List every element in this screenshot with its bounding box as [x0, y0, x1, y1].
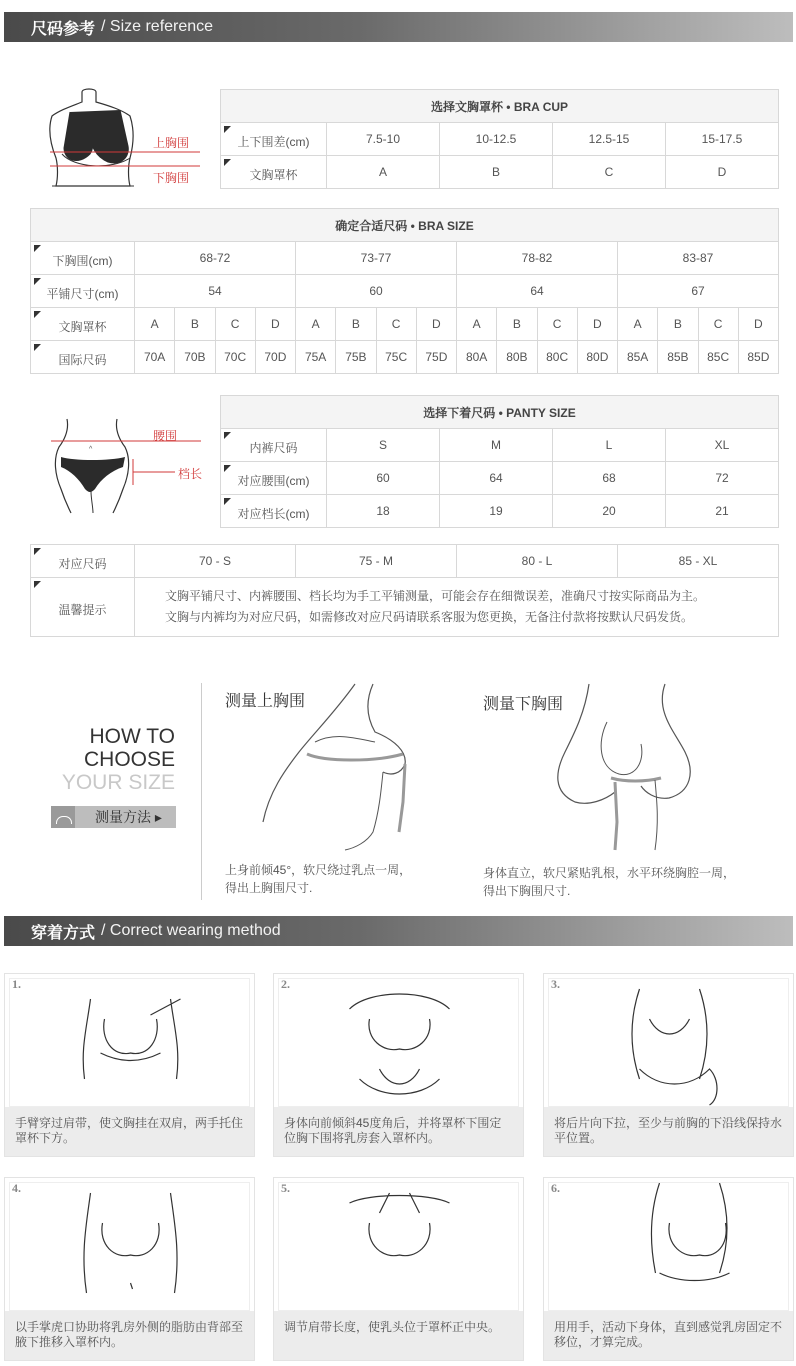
size-reference-title-en: / Size reference [101, 18, 214, 35]
wearing-method-title-cn: 穿着方式 [31, 922, 96, 942]
upper-bust-measure-title: 测量上胸围 [225, 693, 306, 710]
bra-cup-title: 选择文胸罩杯 • BRA CUP [221, 90, 779, 123]
table-cell: 19 [440, 495, 553, 528]
step-number: 6. [551, 1181, 560, 1195]
table-cell: B [440, 156, 553, 189]
intl-size-cell: 75D [416, 341, 456, 374]
table-cell: 20 [553, 495, 666, 528]
table-cell: 73-77 [296, 242, 457, 275]
tape-icon [51, 806, 75, 828]
intl-size-cell: 75C [376, 341, 416, 374]
step-number: 1. [12, 977, 21, 991]
table-cell: 10-12.5 [440, 123, 553, 156]
cup-cell: A [296, 308, 336, 341]
step-caption: 身体向前倾斜45度角后，并将罩杯下围定位胸下围将乳房套入罩杯内。 [274, 1107, 523, 1156]
row-label: 内裤尺码 [221, 429, 327, 462]
table-cell: XL [666, 429, 779, 462]
step-illustration [548, 1182, 789, 1311]
bra-cup-table [220, 89, 779, 189]
crotch-length-label: 档长 [178, 467, 203, 481]
table-row [31, 545, 779, 578]
tip-text [135, 578, 779, 637]
table-cell: M [440, 429, 553, 462]
table-cell: C [553, 156, 666, 189]
match-size-table [30, 544, 779, 637]
intl-size-cell: 75B [336, 341, 376, 374]
table-cell: 7.5-10 [327, 123, 440, 156]
table-cell: 64 [457, 275, 618, 308]
table-row [31, 308, 779, 341]
table-cell: 85 - XL [618, 545, 779, 578]
row-label: 下胸围(cm) [31, 242, 135, 275]
step-illustration [278, 978, 519, 1107]
row-label: 平铺尺寸(cm) [31, 275, 135, 308]
wearing-step-card [273, 973, 524, 1157]
cup-cell: C [376, 308, 416, 341]
desc-line: 得出上胸围尺寸. [225, 881, 313, 895]
step-illustration [9, 1182, 250, 1311]
lower-bust-label: 下胸围 [153, 171, 190, 185]
step-figure [549, 1183, 790, 1310]
tip-line: 文胸平铺尺寸、内裤腰围、档长均为手工平铺测量，可能会存在细微误差，准确尺寸按实际商品为主。 [165, 589, 706, 603]
cup-cell: D [738, 308, 778, 341]
step-figure [279, 979, 520, 1106]
lower-bust-measure-illustration [545, 682, 705, 852]
table-cell: 72 [666, 462, 779, 495]
cup-cell: B [175, 308, 215, 341]
step-caption: 将后片向下拉，至少与前胸的下沿线保持水平位置。 [544, 1107, 793, 1156]
wearing-step-card [543, 1177, 794, 1361]
measure-method-button[interactable] [51, 806, 176, 828]
table-row [31, 578, 779, 637]
divider [201, 683, 202, 900]
wearing-method-title-en: / Correct wearing method [101, 922, 281, 939]
wearing-step-card [4, 1177, 255, 1361]
row-label: 对应腰围(cm) [221, 462, 327, 495]
row-label: 文胸罩杯 [31, 308, 135, 341]
upper-bust-measure-illustration [255, 682, 425, 852]
intl-size-cell: 70A [135, 341, 175, 374]
step-caption: 用用手，活动下身体，直到感觉乳房固定不移位，才算完成。 [544, 1311, 793, 1360]
table-cell: A [327, 156, 440, 189]
cup-cell: D [416, 308, 456, 341]
waist-label: 腰围 [153, 429, 178, 443]
howto-line: YOUR SIZE [61, 771, 175, 794]
upper-bust-measure-desc [225, 861, 411, 897]
table-cell: 67 [618, 275, 779, 308]
lower-bust-measure-desc [483, 864, 735, 900]
bra-size-title: 确定合适尺码 • BRA SIZE [31, 209, 779, 242]
intl-size-cell: 75A [296, 341, 336, 374]
intl-size-cell: 80B [497, 341, 537, 374]
table-row [221, 123, 779, 156]
table-row [221, 462, 779, 495]
cup-cell: C [698, 308, 738, 341]
intl-size-cell: 80A [457, 341, 497, 374]
intl-size-cell: 80C [537, 341, 577, 374]
table-row [31, 242, 779, 275]
table-row [31, 275, 779, 308]
wearing-step-card [4, 973, 255, 1157]
table-cell: D [666, 156, 779, 189]
step-figure [10, 979, 251, 1106]
wearing-step-card [543, 973, 794, 1157]
table-row [221, 429, 779, 462]
desc-line: 身体直立，软尺紧贴乳根，水平环绕胸腔一周， [483, 866, 736, 880]
howto-line: HOW TO [89, 725, 175, 748]
row-label: 国际尺码 [31, 341, 135, 374]
table-cell: 54 [135, 275, 296, 308]
intl-size-cell: 85D [738, 341, 778, 374]
step-illustration [9, 978, 250, 1107]
panty-size-table [220, 395, 779, 528]
cup-cell: B [497, 308, 537, 341]
step-figure [10, 1183, 251, 1310]
table-cell: 21 [666, 495, 779, 528]
step-number: 4. [12, 1181, 21, 1195]
lower-bust-measure-title: 测量下胸围 [483, 696, 564, 713]
intl-size-cell: 70B [175, 341, 215, 374]
desc-line: 得出下胸围尺寸. [483, 884, 571, 898]
table-cell: 78-82 [457, 242, 618, 275]
step-caption: 调节肩带长度，使乳头位于罩杯正中央。 [274, 1311, 523, 1360]
step-number: 2. [281, 977, 290, 991]
upper-bust-label: 上胸围 [153, 136, 190, 150]
step-illustration [278, 1182, 519, 1311]
step-caption: 手臂穿过肩带，使文胸挂在双肩，两手托住罩杯下方。 [5, 1107, 254, 1156]
table-cell: 68 [553, 462, 666, 495]
wearing-method-header [4, 916, 793, 946]
table-cell: 18 [327, 495, 440, 528]
row-label: 上下围差(cm) [221, 123, 327, 156]
row-label: 对应尺码 [31, 545, 135, 578]
bra-size-table [30, 208, 779, 374]
size-reference-title-cn: 尺码参考 [31, 18, 96, 38]
step-caption: 以手掌虎口协助将乳房外侧的脂肪由背部至腋下推移入罩杯内。 [5, 1311, 254, 1360]
table-cell: 83-87 [618, 242, 779, 275]
table-cell: 15-17.5 [666, 123, 779, 156]
cup-cell: A [457, 308, 497, 341]
table-cell: 75 - M [296, 545, 457, 578]
step-illustration [548, 978, 789, 1107]
table-cell: 60 [296, 275, 457, 308]
desc-line: 上身前倾45°，软尺绕过乳点一周， [225, 863, 412, 877]
table-cell: S [327, 429, 440, 462]
intl-size-cell: 85A [618, 341, 658, 374]
table-cell: L [553, 429, 666, 462]
cup-cell: A [618, 308, 658, 341]
table-cell: 60 [327, 462, 440, 495]
cup-cell: B [658, 308, 698, 341]
cup-cell: C [215, 308, 255, 341]
howto-line: CHOOSE [83, 748, 175, 771]
row-label: 温馨提示 [31, 578, 135, 637]
size-reference-header [4, 12, 793, 42]
table-row [31, 341, 779, 374]
intl-size-cell: 85C [698, 341, 738, 374]
intl-size-cell: 70D [255, 341, 295, 374]
step-figure [279, 1183, 520, 1310]
intl-size-cell: 70C [215, 341, 255, 374]
table-row [221, 156, 779, 189]
svg-text:^: ^ [89, 446, 93, 453]
table-cell: 64 [440, 462, 553, 495]
measure-method-label: 测量方法 ▸ [95, 809, 162, 825]
step-number: 5. [281, 1181, 290, 1195]
cup-cell: C [537, 308, 577, 341]
tip-line: 文胸与内裤均为对应尺码，如需修改对应尺码请联系客服为您更换，无备注付款将按默认尺码发货。 [165, 610, 694, 624]
cup-cell: D [255, 308, 295, 341]
step-number: 3. [551, 977, 560, 991]
cup-cell: D [577, 308, 617, 341]
how-to-choose-heading [55, 725, 175, 794]
step-figure [549, 979, 790, 1106]
table-cell: 80 - L [457, 545, 618, 578]
panty-size-title: 选择下着尺码 • PANTY SIZE [221, 396, 779, 429]
row-label: 文胸罩杯 [221, 156, 327, 189]
cup-cell: B [336, 308, 376, 341]
table-cell: 68-72 [135, 242, 296, 275]
table-cell: 12.5-15 [553, 123, 666, 156]
cup-cell: A [135, 308, 175, 341]
table-cell: 70 - S [135, 545, 296, 578]
intl-size-cell: 80D [577, 341, 617, 374]
row-label: 对应档长(cm) [221, 495, 327, 528]
table-row [221, 495, 779, 528]
intl-size-cell: 85B [658, 341, 698, 374]
wearing-step-card [273, 1177, 524, 1361]
